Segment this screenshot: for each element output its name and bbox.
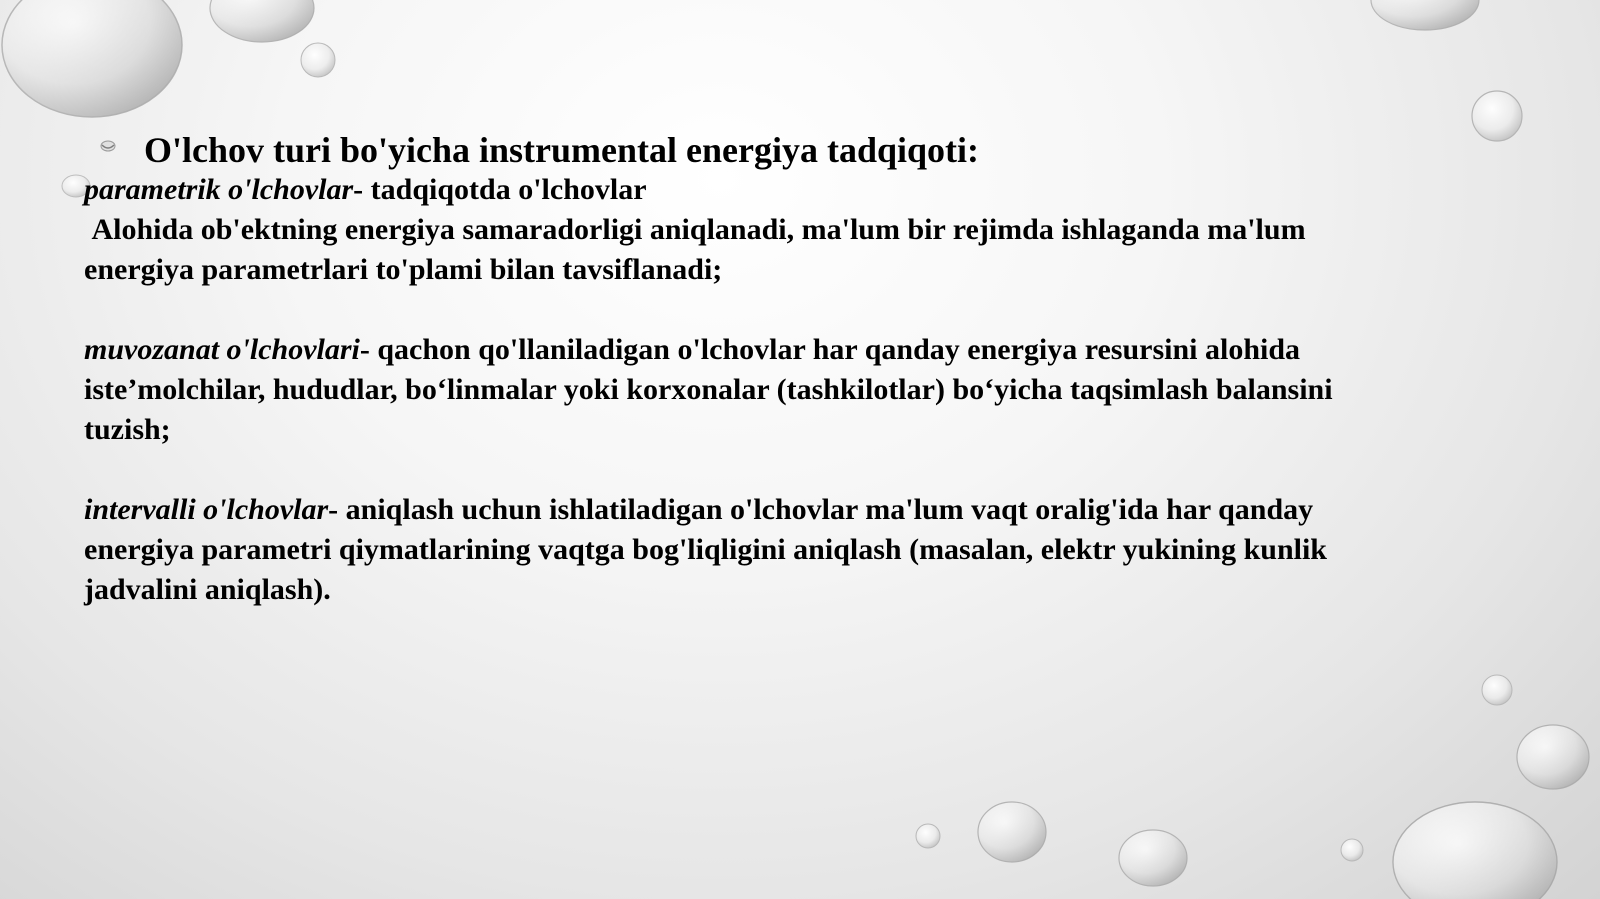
section-parametric: [84, 170, 1344, 290]
drop-top-left-medium: [210, 0, 314, 42]
drop-bottom-right-medium: [1517, 725, 1589, 789]
drop-right-small: [1472, 91, 1522, 141]
drop-bottom-right-large: [1393, 802, 1557, 899]
drop-top-right: [1371, 0, 1479, 30]
drop-bottom-right-tiny: [1341, 839, 1363, 861]
section-interval: [84, 490, 1344, 610]
drop-bottom-center-a: [978, 802, 1046, 862]
spacer: [84, 450, 1344, 490]
section-balance-body: - qachon qo'llaniladigan o'lchovlar har qanday energiya resursini alohida iste’molchilar, hududlar, bo‘linmalar yoki korxonalar (tashkilotlar) bo‘yicha taqsimlash balansini tuzish;: [84, 333, 1333, 446]
section-parametric-lead: - tadqiqotda o'lchovlar: [353, 173, 647, 206]
drop-right-tiny: [1482, 675, 1512, 705]
term-balance: muvozanat o'lchovlari: [84, 333, 360, 366]
drop-top-left-large: [2, 0, 182, 117]
term-interval: intervalli o'lchovlar: [84, 493, 329, 526]
slide-title: O'lchov turi bo'yicha instrumental energiya tadqiqoti:: [144, 130, 980, 170]
slide-title-row: [144, 128, 1344, 172]
section-parametric-body: Alohida ob'ektning energiya samaradorligi aniqlanadi, ma'lum bir rejimda ishlaganda ma'lum energiya parametrlari to'plami bilan tavsiflanadi;: [84, 213, 1314, 286]
drop-bottom-center-b: [1119, 830, 1187, 886]
slide-content: [84, 128, 1344, 610]
section-balance: [84, 330, 1344, 450]
drop-top-left-small: [301, 43, 335, 77]
bullet-drop-icon: [100, 140, 116, 152]
drop-bottom-center-tiny: [916, 824, 940, 848]
spacer: [84, 290, 1344, 330]
term-parametric: parametrik o'lchovlar: [84, 173, 354, 206]
section-interval-body: - aniqlash uchun ishlatiladigan o'lchovlar ma'lum vaqt oralig'ida har qanday energiya parametri qiymatlarining vaqtga bog'liqligini aniqlash (masalan, elektr yukining kunlik jadvalini aniqlash).: [84, 493, 1327, 606]
